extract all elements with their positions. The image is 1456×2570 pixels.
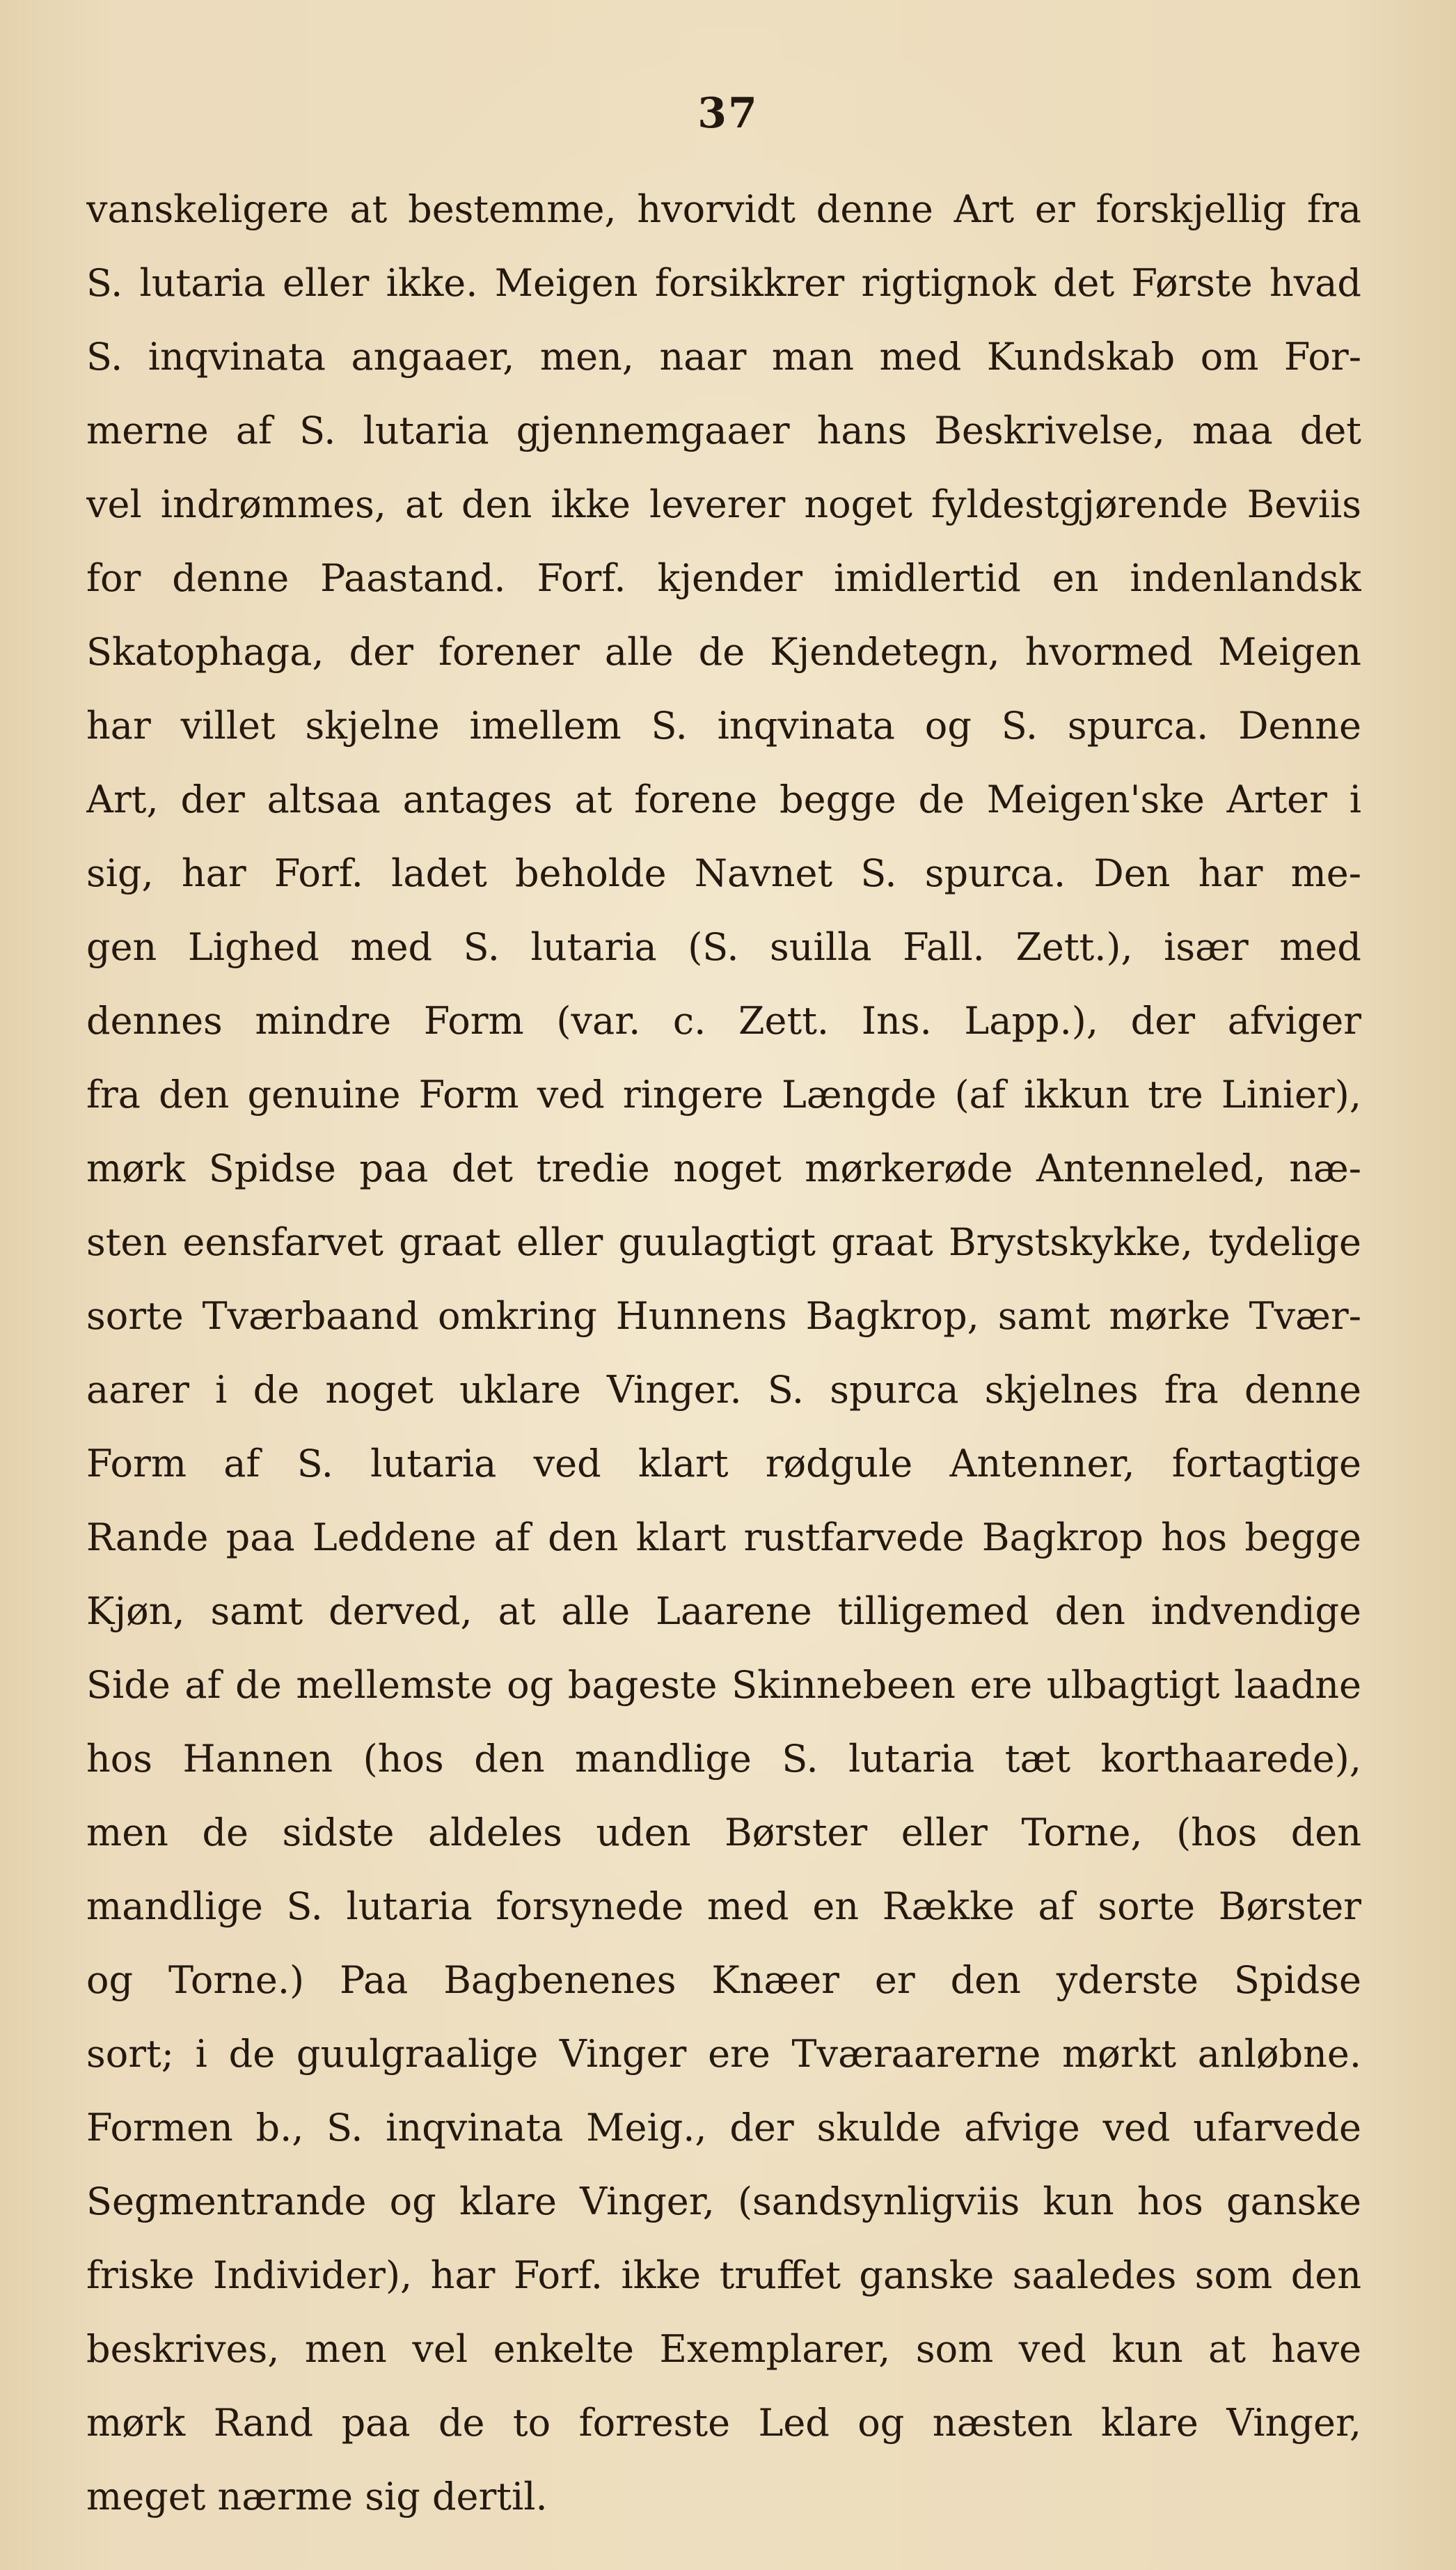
- text-line: meget nærme sig dertil.: [86, 2475, 548, 2518]
- text-line: Form af S. lutaria ved klart rødgule Antenner, fortagtige: [86, 1442, 1361, 1485]
- text-line: gen Lighed med S. lutaria (S. suilla Fall. Zett.), især med: [86, 925, 1361, 969]
- text-line: og Torne.) Paa Bagbenenes Knæer er den yderste Spidse: [86, 1958, 1361, 2002]
- body-text: [86, 173, 1361, 2534]
- text-line: hos Hannen (hos den mandlige S. lutaria tæt korthaarede),: [86, 1737, 1361, 1781]
- text-line: friske Individer), har Forf. ikke truffet ganske saaledes som den: [86, 2253, 1361, 2297]
- text-line: beskrives, men vel enkelte Exemplarer, som ved kun at have: [86, 2327, 1361, 2371]
- text-line: mandlige S. lutaria forsynede med en Række af sorte Børster: [86, 1884, 1361, 1928]
- text-line: mørk Spidse paa det tredie noget mørkerøde Antenneled, næ-: [86, 1146, 1361, 1190]
- text-line: merne af S. lutaria gjennemgaaer hans Beskrivelse, maa det: [86, 409, 1361, 452]
- text-line: vanskeligere at bestemme, hvorvidt denne Art er forskjellig fra: [86, 187, 1361, 231]
- text-line: sort; i de guulgraalige Vinger ere Tværaarerne mørkt anløbne.: [86, 2032, 1361, 2076]
- text-line: vel indrømmes, at den ikke leverer noget fyldestgjørende Beviis: [86, 482, 1361, 526]
- text-line: Kjøn, samt derved, at alle Laarene tilligemed den indvendige: [86, 1589, 1361, 1633]
- text-line: sig, har Forf. ladet beholde Navnet S. spurca. Den har me-: [86, 851, 1361, 895]
- text-line: sorte Tværbaand omkring Hunnens Bagkrop, samt mørke Tvær-: [86, 1294, 1361, 1338]
- text-line: Rande paa Leddene af den klart rustfarvede Bagkrop hos begge: [86, 1515, 1361, 1559]
- text-line: S. lutaria eller ikke. Meigen forsikkrer rigtignok det Første hvad: [86, 261, 1361, 305]
- text-line: aarer i de noget uklare Vinger. S. spurca skjelnes fra denne: [86, 1368, 1361, 1412]
- text-line: dennes mindre Form (var. c. Zett. Ins. Lapp.), der afviger: [86, 999, 1361, 1043]
- text-line: Formen b., S. inqvinata Meig., der skulde afvige ved ufarvede: [86, 2106, 1361, 2150]
- text-line: fra den genuine Form ved ringere Længde (af ikkun tre Linier),: [86, 1073, 1361, 1117]
- text-line: for denne Paastand. Forf. kjender imidlertid en indenlandsk: [86, 556, 1361, 600]
- text-line: Side af de mellemste og bageste Skinnebeen ere ulbagtigt laadne: [86, 1663, 1361, 1707]
- text-line: Segmentrande og klare Vinger, (sandsynligviis kun hos ganske: [86, 2179, 1361, 2223]
- text-line: S. inqvinata angaaer, men, naar man med Kundskab om For-: [86, 335, 1361, 379]
- text-line: sten eensfarvet graat eller guulagtigt graat Brystskykke, tydelige: [86, 1220, 1361, 1264]
- text-line: Art, der altsaa antages at forene begge de Meigen'ske Arter i: [86, 778, 1361, 821]
- text-line: Skatophaga, der forener alle de Kjendetegn, hvormed Meigen: [86, 630, 1361, 674]
- page-number: 37: [697, 89, 759, 138]
- text-line: har villet skjelne imellem S. inqvinata og S. spurca. Denne: [86, 704, 1361, 748]
- text-line: men de sidste aldeles uden Børster eller Torne, (hos den: [86, 1811, 1361, 1854]
- text-line: mørk Rand paa de to forreste Led og næsten klare Vinger,: [86, 2401, 1361, 2445]
